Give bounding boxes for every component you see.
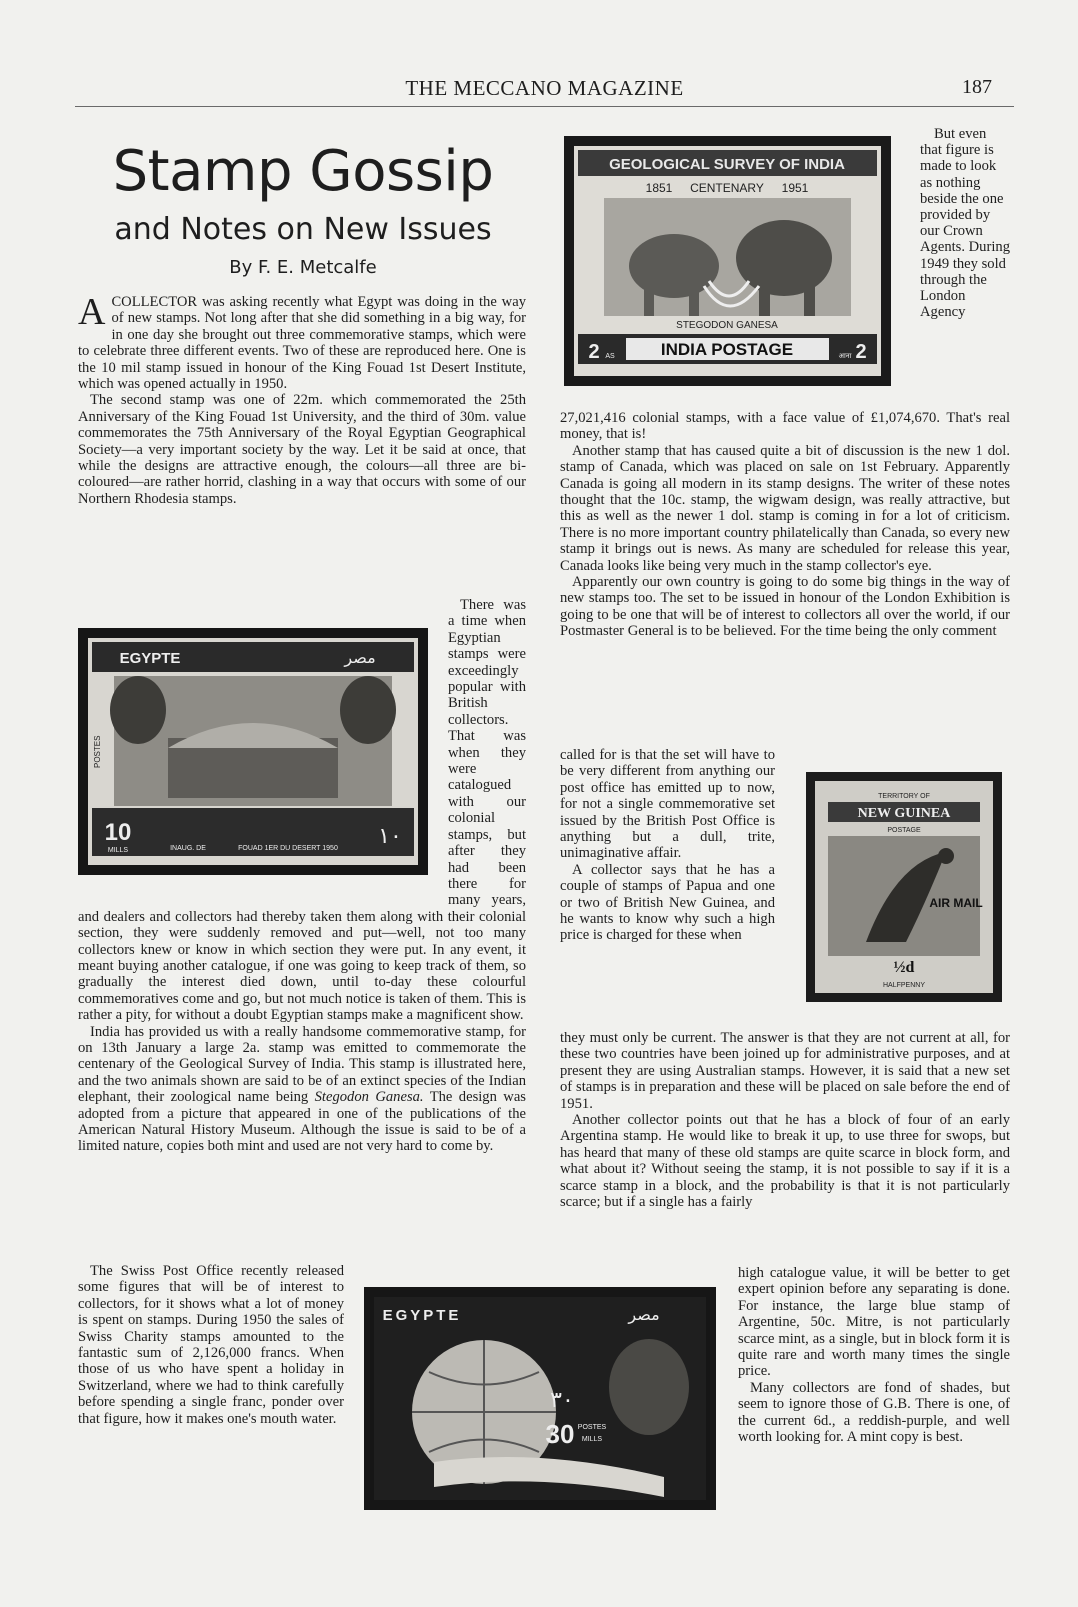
egypt-desert-value: 10	[104, 819, 132, 846]
paragraph: high catalogue value, it will be better to get expert opinion before any separating is done. For instance, the large blue stamp of Argentine, 50c. Mitre, is not particularly scarce mint, as a single, but in block form it is quite rare and worth many times the single price.	[738, 1265, 1010, 1380]
left-column-bottom	[78, 1263, 344, 1427]
svg-text:1951: 1951	[781, 181, 809, 195]
article-subtitle: and Notes on New Issues	[114, 212, 492, 247]
svg-text:AS: AS	[605, 353, 615, 360]
paragraph: Apparently our own country is going to do some big things in the way of new stamps too. The set to be issued in honour of the London Exhibition is going to be one that will be of interest to collectors all over the world, if our Postmaster General is to be believed. For the time being the only comment	[560, 574, 1010, 640]
new-guinea-country: NEW GUINEA	[857, 806, 951, 821]
new-guinea-stamp-image	[806, 772, 1002, 1002]
svg-text:2: 2	[855, 341, 867, 363]
paragraph: The second stamp was one of 22m. which commemorated the 25th Anniversary of the King Fouad 1st University, and the third of 30m. value commemorates the 75th Anniversary of the Royal Egyptian Geographical Society—a very important society by the way. Let it be said at once, that while the designs are attractive enough, the colours—all three are bi-coloured—are rather horrid, clashing in a way that occurs with some of our Northern Rhodesia stamps.	[78, 392, 526, 507]
paragraph: Many collectors are fond of shades, but seem to ignore those of G.B. There is one, of the current 6d., a reddish-purple, and well worth looking for. A mint copy is best.	[738, 1379, 1010, 1446]
svg-text:MILLS: MILLS	[581, 1436, 603, 1443]
svg-text:INAUG. DE: INAUG. DE	[170, 845, 206, 852]
paragraph: they must only be current. The answer is that they are not current at all, for these two countries have been joined up for administrative purposes, and at present they are using Australian stamps. However, it is said that a new set of stamps is in preparation and these will be placed on sale before the end of 1951.	[560, 1030, 1010, 1112]
running-head	[75, 76, 1014, 107]
paragraph: called for is that the set will have to be very different from anything our post office has emitted up to now, for not a single commemorative set issued by the British Post Office is anything but a dull, trite, unimaginative affair.	[560, 747, 775, 862]
svg-text:POSTAGE: POSTAGE	[887, 827, 921, 834]
svg-text:FOUAD 1ER DU DESERT 1950: FOUAD 1ER DU DESERT 1950	[238, 845, 338, 852]
egypt-desert-stamp-art	[78, 628, 428, 875]
svg-text:مصر: مصر	[344, 648, 376, 667]
india-stamp-image	[564, 136, 891, 386]
svg-text:TERRITORY OF: TERRITORY OF	[878, 793, 930, 800]
paragraph: Another collector points out that he has a block of four of an early Argentina stamp. He would like to break it up, to use three for swops, but has heard that many of these old stamps are quite scarce in block form, and what about it? Without seeing the stamp, it is not possible to say if it is a scarce stamp in a block, and the probability is that it is not particularly scarce; but if a single has a fairly	[560, 1112, 1010, 1211]
svg-text:٣٠: ٣٠	[550, 1388, 574, 1413]
svg-text:1851: 1851	[645, 181, 673, 195]
left-column-top	[78, 291, 526, 507]
paragraph: 27,021,416 colonial stamps, with a face value of £1,074,670. That's real money, that is!	[560, 410, 1010, 443]
paragraph: There was a time when Egyptian stamps were exceedingly popular with British collectors. That was when they were catalogued with our colonial stamps, but after they had been there for many years, and dealers and collectors had thereby taken them along with their colonial section, they were suddenly removed and put—well, not too many collectors knew or know in which section they were put. In any event, it meant buying another catalogue, if one was going to keep track of them, so gradually the interest died down, until to-day these colourful commemoratives come and go, but not much notice is taken of them. This is rather a pity, for without a doubt Egyptian stamps make a magnificent show.	[78, 597, 527, 1024]
svg-text:POSTES: POSTES	[577, 1424, 607, 1431]
svg-text:½d: ½d	[893, 959, 915, 976]
svg-text:AIR MAIL: AIR MAIL	[929, 896, 983, 910]
right-column-main	[560, 410, 1010, 640]
paragraph: ACOLLECTOR was asking recently what Egypt was doing in the way of new stamps. Not long after that she did something in a big way, for in one day she brought out three commemorative stamps, which were to celebrate three different events. Two of these are reproduced here. One is the 10 mil stamp issued in honour of the King Fouad 1st Desert Institute, which was opened actually in 1950.	[78, 291, 526, 393]
paragraph: Another stamp that has caused quite a bit of discussion is the new 1 dol. stamp of Canada, which was placed on sale on 1st February. Apparently Canada is going all modern in its stamp designs. The writer of these notes thought that the 10c. stamp, the wigwam design, was really attractive, but this as well as the newer 1 dol. stamp is coming in for a lot of criticism. There is no more important country philatelically than Canada, so every new stamp it brings out is news. As many are scheduled for release this year, Canada looks like being very much in the stamp collector's eye.	[560, 442, 1010, 574]
egypt-globe-value: 30	[545, 1419, 575, 1449]
paragraph: But even that figure is made to look as nothing beside the one provided by our Crown Agents. During 1949 they sold through the London Agency	[920, 126, 1010, 321]
svg-text:POSTES: POSTES	[93, 735, 102, 768]
svg-text:MILLS: MILLS	[107, 847, 129, 854]
new-guinea-stamp-art	[806, 772, 1002, 1002]
byline: By F. E. Metcalfe	[229, 257, 377, 278]
egypt-globe-country: EGYPTE	[382, 1307, 462, 1324]
right-column-bottom	[738, 1265, 1010, 1445]
paragraph: A collector says that he has a couple of stamps of Papua and one or two of British New Guinea, and he wants to know why such a high price is charged for these when	[560, 861, 775, 944]
magazine-name: THE MECCANO MAGAZINE	[405, 76, 684, 100]
egypt-desert-stamp-image	[78, 628, 428, 875]
right-column-lower	[560, 1030, 1010, 1210]
india-stamp-art	[564, 136, 891, 386]
right-column-narrow	[920, 126, 1010, 320]
paragraph: India has provided us with a really handsome commemorative stamp, for on 13th January a large 2a. stamp was emitted to commemorate the centenary of the Geological Survey of India. This stamp is illustrated here, and the two animals shown are said to be of an extinct species of the Indian elephant, their zoological name being Stegodon Ganesa. The design was adopted from a picture that appeared in one of the publications of the American Natural History Museum. Although the issue is said to be of a limited nature, copies both mint and used are not very hard to come by.	[78, 1023, 526, 1155]
egypt-desert-country: EGYPTE	[119, 650, 181, 667]
svg-text:2: 2	[588, 341, 600, 363]
svg-text:STEGODON GANESA: STEGODON GANESA	[676, 320, 778, 331]
right-column-wrap	[560, 747, 775, 944]
svg-text:आना: आना	[838, 353, 852, 360]
svg-text:١٠: ١٠	[378, 824, 402, 849]
india-top-label: GEOLOGICAL SURVEY OF INDIA	[609, 156, 845, 173]
page-number: 187	[962, 76, 992, 98]
svg-text:CENTENARY: CENTENARY	[690, 181, 764, 195]
egypt-globe-stamp-image	[364, 1287, 716, 1510]
article-title: Stamp Gossip	[112, 139, 494, 204]
egypt-globe-stamp-art	[364, 1287, 716, 1510]
svg-text:مصر: مصر	[628, 1305, 660, 1324]
svg-text:HALFPENNY: HALFPENNY	[882, 982, 926, 989]
india-bottom-label: INDIA POSTAGE	[660, 340, 794, 359]
paragraph: The Swiss Post Office recently released some figures that will be of interest to collectors, for it shows what a lot of money is spent on stamps. During 1950 the sales of Swiss Charity stamps amounted to the fantastic sum of 2,126,000 francs. When those of us who have spent a holiday in Switzerland, where we had to think carefully before spending a single franc, ponder over that figure, how it makes one's mouth water.	[78, 1263, 344, 1427]
drop-cap: A	[78, 291, 106, 333]
